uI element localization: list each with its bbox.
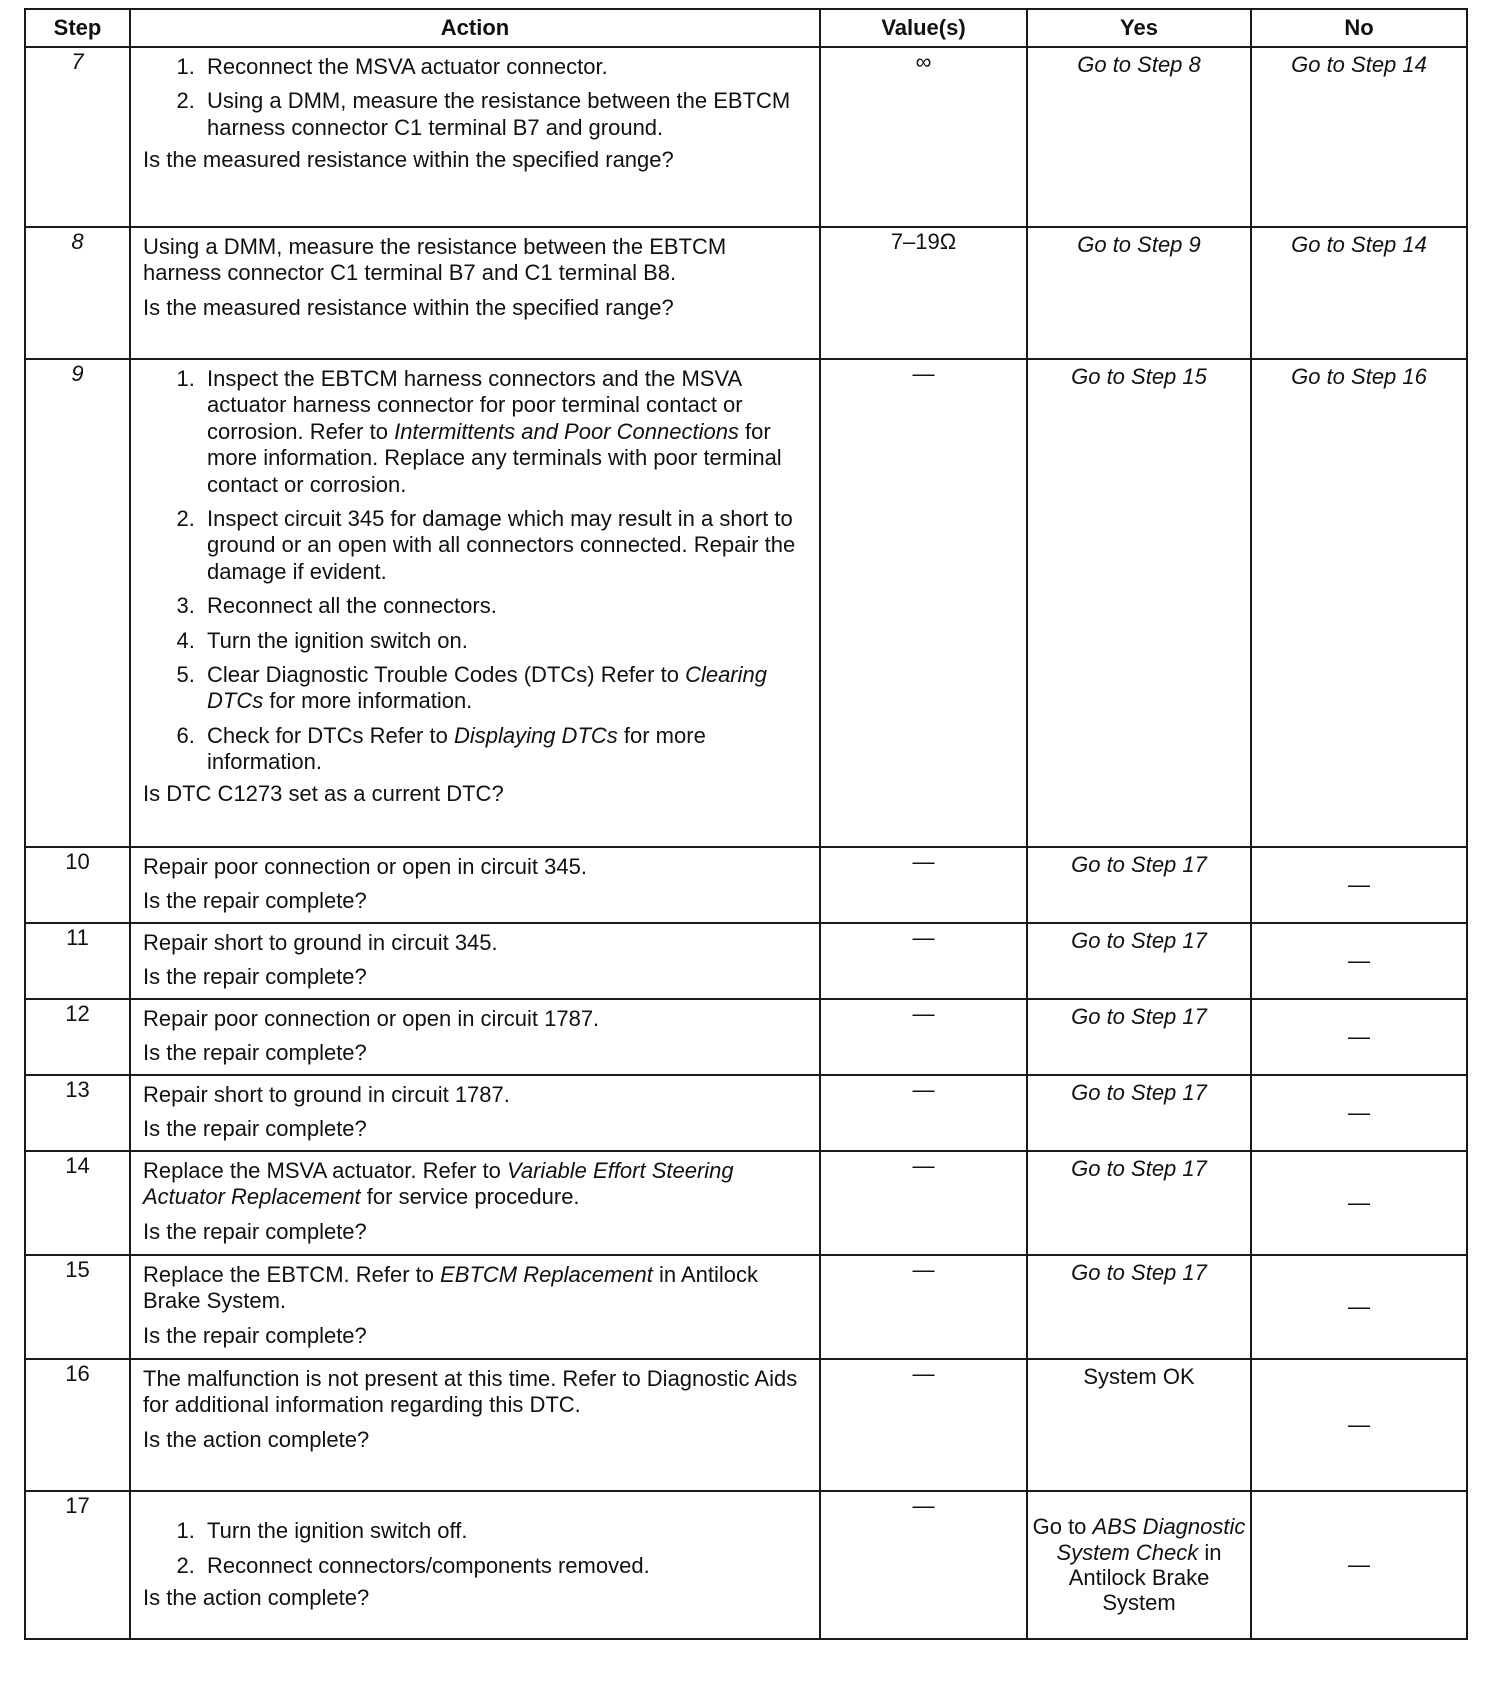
no-cell: — <box>1251 1491 1467 1639</box>
value-cell: — <box>820 1075 1027 1151</box>
table-row-step-12 <box>25 999 1467 1075</box>
value-cell: — <box>820 1255 1027 1359</box>
reference-link: ABS Diagnostic System Check <box>1056 1514 1246 1565</box>
action-question: Is the repair complete? <box>143 1218 367 1244</box>
action-step-text: for more information. <box>263 688 473 714</box>
action-question: Is the repair complete? <box>143 1116 367 1142</box>
value-cell: — <box>820 847 1027 923</box>
yes-cell: System OK <box>1027 1359 1251 1491</box>
yes-cell: Go to Step 17 <box>1027 847 1251 923</box>
yes-cell: Go to Step 15 <box>1027 359 1251 847</box>
no-cell: — <box>1251 1359 1467 1491</box>
value-cell: — <box>820 1491 1027 1639</box>
table-row-step-14 <box>25 1151 1467 1255</box>
no-cell: Go to Step 16 <box>1251 359 1467 847</box>
action-cell <box>130 1491 820 1639</box>
action-question: Is DTC C1273 set as a current DTC? <box>143 781 504 807</box>
action-step: 2. Inspect circuit 345 for damage which may result in a short to ground or an open with all connectors connected. Repair the damage if evident. <box>201 506 809 585</box>
action-question: Is the repair complete? <box>143 1040 367 1066</box>
reference-link: Displaying DTCs <box>453 722 618 748</box>
action-question: Is the action complete? <box>143 1426 370 1452</box>
no-cell: — <box>1251 1151 1467 1255</box>
action-cell <box>130 359 820 847</box>
action-step: 2. Using a DMM, measure the resistance between the EBTCM harness connector C1 terminal B7 and ground. <box>201 88 809 141</box>
action-step-text: Inspect the EBTCM harness connectors and the MSVA actuator harness connector for poor terminal contact or corrosion. Refer to <box>207 366 743 444</box>
action-cell <box>130 1255 820 1359</box>
value-cell: ∞ <box>820 47 1027 227</box>
action-question: Is the repair complete? <box>143 888 367 914</box>
action-step: 3. Reconnect all the connectors. <box>201 593 809 619</box>
no-cell: — <box>1251 847 1467 923</box>
action-cell <box>130 847 820 923</box>
step-number: 11 <box>25 923 130 999</box>
yes-cell: Go to Step 17 <box>1027 923 1251 999</box>
table-row-step-7 <box>25 47 1467 227</box>
action-text-part: Replace the MSVA actuator. Refer to <box>143 1158 508 1183</box>
action-text-part: for service procedure. <box>360 1184 580 1210</box>
step-number: 8 <box>25 227 130 359</box>
yes-text: in Antilock Brake System <box>1068 1539 1222 1616</box>
action-step <box>201 366 809 498</box>
reference-link: Intermittents and Poor Connections <box>394 418 739 444</box>
value-cell: — <box>820 359 1027 847</box>
action-text-part: Replace the EBTCM. Refer to <box>143 1262 441 1287</box>
yes-text: Go to <box>1032 1514 1093 1540</box>
action-step-text: Check for DTCs Refer to <box>207 722 454 748</box>
action-cell <box>130 1359 820 1491</box>
action-step: 1. Turn the ignition switch off. <box>201 1518 809 1544</box>
action-step: 4. Turn the ignition switch on. <box>201 628 809 654</box>
action-step-text: for more information. Replace any terminals with poor terminal contact or corrosion. <box>207 418 782 497</box>
value-cell: — <box>820 923 1027 999</box>
yes-cell: Go to Step 17 <box>1027 999 1251 1075</box>
step-number: 13 <box>25 1075 130 1151</box>
action-text: Repair short to ground in circuit 345. <box>143 930 498 955</box>
yes-cell: Go to Step 8 <box>1027 47 1251 227</box>
action-text <box>143 1262 809 1315</box>
yes-cell: Go to Step 17 <box>1027 1075 1251 1151</box>
table-row-step-15 <box>25 1255 1467 1359</box>
table-row-step-9 <box>25 359 1467 847</box>
action-question: Is the action complete? <box>143 1585 370 1611</box>
table-row-step-17 <box>25 1491 1467 1639</box>
reference-link: Clearing DTCs <box>207 661 767 714</box>
value-cell: 7–19Ω <box>820 227 1027 359</box>
action-cell <box>130 227 820 359</box>
action-cell <box>130 47 820 227</box>
step-number: 14 <box>25 1151 130 1255</box>
action-step <box>201 723 809 776</box>
step-number: 15 <box>25 1255 130 1359</box>
action-text: Repair poor connection or open in circuit 1787. <box>143 1006 600 1031</box>
action-cell <box>130 1151 820 1255</box>
action-steps-list <box>143 54 809 141</box>
action-question: Is the repair complete? <box>143 964 367 990</box>
step-number: 12 <box>25 999 130 1075</box>
table-row-step-11 <box>25 923 1467 999</box>
value-cell: — <box>820 1151 1027 1255</box>
action-text <box>143 1158 809 1211</box>
action-step-text: for more information. <box>207 722 706 775</box>
header-action: Action <box>130 9 820 47</box>
value-cell: — <box>820 1359 1027 1491</box>
value-cell: — <box>820 999 1027 1075</box>
header-yes: Yes <box>1027 9 1251 47</box>
yes-cell <box>1027 1491 1251 1639</box>
action-text: Repair short to ground in circuit 1787. <box>143 1082 510 1107</box>
step-number: 10 <box>25 847 130 923</box>
yes-cell: Go to Step 17 <box>1027 1255 1251 1359</box>
header-step: Step <box>25 9 130 47</box>
header-values: Value(s) <box>820 9 1027 47</box>
action-text: The malfunction is not present at this time. Refer to Diagnostic Aids for additional information regarding this DTC. <box>143 1366 798 1418</box>
header-no: No <box>1251 9 1467 47</box>
action-step <box>201 662 809 715</box>
action-cell <box>130 923 820 999</box>
action-cell <box>130 999 820 1075</box>
no-cell: — <box>1251 1255 1467 1359</box>
no-cell: — <box>1251 999 1467 1075</box>
reference-link: Variable Effort Steering Actuator Replacement <box>143 1158 734 1210</box>
action-text-part: in Antilock Brake System. <box>143 1262 759 1314</box>
action-steps-list <box>143 366 809 775</box>
step-number: 7 <box>25 47 130 227</box>
no-cell: Go to Step 14 <box>1251 227 1467 359</box>
step-number: 17 <box>25 1491 130 1639</box>
reference-link: EBTCM Replacement <box>440 1262 653 1287</box>
diagnostic-table <box>24 8 1468 1640</box>
action-text: Repair poor connection or open in circuit 345. <box>143 854 587 879</box>
action-question: Is the repair complete? <box>143 1322 367 1348</box>
yes-cell: Go to Step 9 <box>1027 227 1251 359</box>
no-cell: — <box>1251 1075 1467 1151</box>
step-number: 16 <box>25 1359 130 1491</box>
action-question: Is the measured resistance within the specified range? <box>143 294 674 320</box>
table-row-step-8 <box>25 227 1467 359</box>
yes-cell: Go to Step 17 <box>1027 1151 1251 1255</box>
action-step: 1. Reconnect the MSVA actuator connector. <box>201 54 809 80</box>
header-row <box>25 9 1467 47</box>
table-row-step-10 <box>25 847 1467 923</box>
no-cell: Go to Step 14 <box>1251 47 1467 227</box>
table-row-step-16 <box>25 1359 1467 1491</box>
action-step-text: Clear Diagnostic Trouble Codes (DTCs) Refer to <box>207 661 686 687</box>
table-row-step-13 <box>25 1075 1467 1151</box>
action-step: 2. Reconnect connectors/components removed. <box>201 1553 809 1579</box>
action-steps-list <box>143 1518 809 1579</box>
no-cell: — <box>1251 923 1467 999</box>
step-number: 9 <box>25 359 130 847</box>
action-cell <box>130 1075 820 1151</box>
action-text: Using a DMM, measure the resistance between the EBTCM harness connector C1 terminal B7 and C1 terminal B8. <box>143 234 727 286</box>
action-question: Is the measured resistance within the specified range? <box>143 147 674 173</box>
